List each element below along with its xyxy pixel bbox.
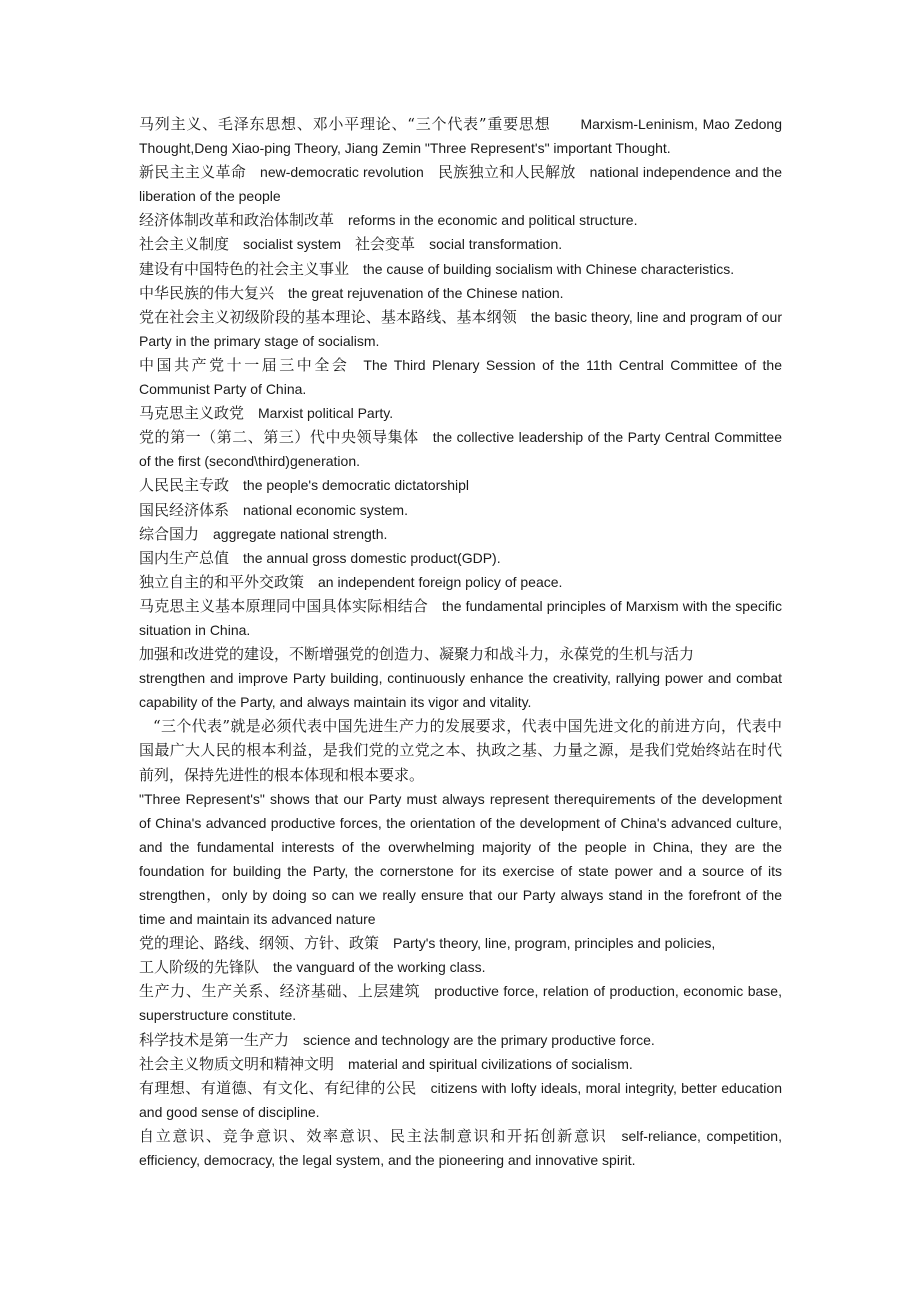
english-translation: science and technology are the primary productive force. bbox=[303, 1031, 655, 1048]
glossary-entry bbox=[139, 353, 782, 401]
english-translation: citizens with lofty ideals, moral integrity, better education and good sense of discipline. bbox=[139, 1079, 782, 1120]
chinese-term: 党在社会主义初级阶段的基本理论、基本路线、基本纲领 bbox=[139, 307, 517, 326]
glossary-entry bbox=[139, 160, 782, 208]
english-translation: the cause of building socialism with Chinese characteristics. bbox=[363, 260, 735, 277]
glossary-entry bbox=[139, 257, 782, 281]
chinese-term: 工人阶级的先锋队 bbox=[139, 958, 260, 977]
chinese-term: 新民主主义革命 bbox=[139, 163, 247, 182]
glossary-entry bbox=[139, 522, 782, 546]
glossary-entry bbox=[139, 401, 782, 425]
chinese-term: 加强和改进党的建设，不断增强党的创造力、凝聚力和战斗力，永葆党的生机与活力 bbox=[139, 645, 695, 664]
english-translation: self-reliance, competition, efficiency, democracy, the legal system, and the pioneering and innovative spirit. bbox=[139, 1127, 782, 1169]
english-translation: an independent foreign policy of peace. bbox=[318, 573, 563, 590]
paragraph-english bbox=[139, 787, 782, 932]
english-translation: the people's democratic dictatorshipl bbox=[243, 477, 470, 494]
english-translation: national independence and the liberation of the people bbox=[139, 164, 782, 205]
chinese-term: 中华民族的伟大复兴 bbox=[139, 283, 275, 302]
chinese-term: 马克思主义政党 bbox=[139, 404, 245, 423]
glossary-entry bbox=[139, 546, 782, 570]
english-translation: The Third Plenary Session of the 11th Central Committee of the Communist Party of China. bbox=[139, 356, 782, 398]
glossary-entry bbox=[139, 642, 782, 714]
chinese-term: 生产力、生产关系、经济基础、上层建筑 bbox=[139, 982, 421, 1001]
english-translation: social transformation. bbox=[429, 236, 563, 253]
glossary-entry bbox=[139, 232, 782, 256]
english-translation: material and spiritual civilizations of socialism. bbox=[348, 1055, 633, 1072]
chinese-term: 国内生产总值 bbox=[139, 548, 230, 567]
chinese-term: 民族独立和人民解放 bbox=[437, 163, 576, 182]
english-translation: productive force, relation of production, economic base, superstructure constitute. bbox=[139, 983, 782, 1024]
chinese-term: 科学技术是第一生产力 bbox=[139, 1030, 290, 1049]
english-translation: reforms in the economic and political structure. bbox=[348, 212, 638, 229]
glossary-entry bbox=[139, 1076, 782, 1124]
chinese-term: 自立意识、竞争意识、效率意识、民主法制意识和开拓创新意识 bbox=[139, 1126, 608, 1145]
english-translation: Party's theory, line, program, principles and policies, bbox=[393, 935, 716, 952]
chinese-term: 人民民主专政 bbox=[139, 476, 230, 495]
glossary-entry bbox=[139, 1028, 782, 1052]
english-translation: national economic system. bbox=[243, 501, 408, 518]
glossary-entry bbox=[139, 1052, 782, 1076]
glossary-entry bbox=[139, 498, 782, 522]
glossary-entry bbox=[139, 425, 782, 473]
chinese-term: 社会主义物质文明和精神文明 bbox=[139, 1054, 335, 1073]
chinese-term: 社会变革 bbox=[355, 235, 416, 254]
english-translation: the fundamental principles of Marxism with the specific situation in China. bbox=[139, 597, 782, 638]
glossary-entry bbox=[139, 112, 782, 160]
chinese-term: 党的理论、路线、纲领、方针、政策 bbox=[139, 934, 380, 953]
english-translation: socialist system bbox=[243, 236, 342, 253]
english-translation: the annual gross domestic product(GDP). bbox=[243, 549, 501, 566]
chinese-term: 马列主义、毛泽东思想、邓小平理论、“三个代表”重要思想 bbox=[139, 115, 551, 133]
english-translation: the collective leadership of the Party Central Committee of the first (second\third)generation. bbox=[139, 429, 782, 470]
glossary-entry bbox=[139, 594, 782, 642]
paragraph-chinese-text: “三个代表”就是必须代表中国先进生产力的发展要求，代表中国先进文化的前进方向，代表中国最广大人民的根本利益，是我们党的立党之本、执政之基、力量之源，是我们党始终站在时代前列，保持先进性的根本体现和根本要求。 bbox=[139, 717, 782, 784]
english-translation: strengthen and improve Party building, continuously enhance the creativity, rallying power and combat capability of the Party, and always maintain its vigor and vitality. bbox=[139, 670, 782, 711]
chinese-term: 经济体制改革和政治体制改革 bbox=[139, 211, 335, 230]
chinese-term: 社会主义制度 bbox=[139, 235, 230, 254]
chinese-term: 党的第一（第二、第三）代中央领导集体 bbox=[139, 428, 419, 447]
glossary-entry bbox=[139, 281, 782, 305]
glossary-entry bbox=[139, 305, 782, 353]
glossary-entry bbox=[139, 570, 782, 594]
glossary-entry bbox=[139, 979, 782, 1027]
paragraph-chinese bbox=[139, 714, 782, 786]
english-translation: new-democratic revolution bbox=[260, 164, 424, 181]
glossary-entry bbox=[139, 208, 782, 232]
english-translation: the basic theory, line and program of our Party in the primary stage of socialism. bbox=[139, 308, 782, 349]
glossary-entry bbox=[139, 955, 782, 979]
english-translation: the vanguard of the working class. bbox=[273, 959, 486, 976]
english-translation: Marxist political Party. bbox=[258, 405, 394, 422]
english-translation: Marxism-Leninism, Mao Zedong Thought,Deng Xiao-ping Theory, Jiang Zemin "Three Represent's" important Thought. bbox=[139, 116, 782, 157]
document-page bbox=[139, 112, 782, 1172]
glossary-entry bbox=[139, 473, 782, 497]
chinese-term: 综合国力 bbox=[139, 524, 200, 543]
glossary-entry bbox=[139, 931, 782, 955]
english-translation: the great rejuvenation of the Chinese nation. bbox=[288, 284, 564, 301]
english-translation: aggregate national strength. bbox=[213, 525, 388, 542]
chinese-term: 马克思主义基本原理同中国具体实际相结合 bbox=[139, 596, 429, 615]
chinese-term: 有理想、有道德、有文化、有纪律的公民 bbox=[139, 1078, 417, 1097]
paragraph-english-text: "Three Represent's" shows that our Party must always represent therequirements of the development of China's advanced productive forces, the orientation of the development of China's advanced culture, and the fundamental interests of the overwhelming majority of the people in China, they are the foundation for building the Party, the cornerstone for its exercise of state power and a source of its strengthen，only by doing so can we really ensure that our Party always stand in the forefront of the time and maintain its advanced nature bbox=[139, 790, 782, 928]
chinese-term: 独立自主的和平外交政策 bbox=[139, 572, 305, 591]
glossary-entry bbox=[139, 1124, 782, 1172]
chinese-term: 建设有中国特色的社会主义事业 bbox=[139, 259, 350, 278]
chinese-term: 国民经济体系 bbox=[139, 500, 230, 519]
chinese-term: 中国共产党十一届三中全会 bbox=[139, 355, 350, 374]
